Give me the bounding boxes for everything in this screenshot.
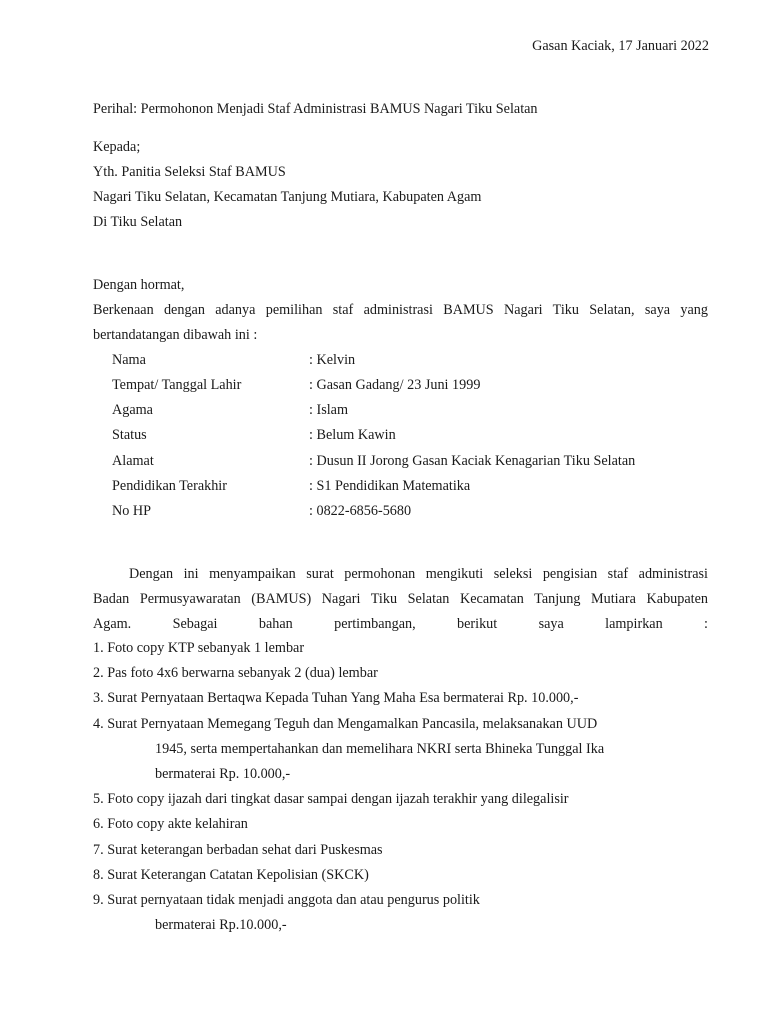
attachment-item-continuation: bermaterai Rp.10.000,- xyxy=(155,917,287,933)
address-line: Di Tiku Selatan xyxy=(93,214,183,230)
body-line: Dengan ini menyampaikan surat permohonan mengikuti seleksi pengisian staf administrasi xyxy=(129,566,708,582)
attachment-item: 2. Pas foto 4x6 berwarna sebanyak 2 (dua) lembar xyxy=(93,665,378,681)
field-label-ttl: Tempat/ Tanggal Lahir xyxy=(112,377,242,393)
field-value-nama: : Kelvin xyxy=(309,352,356,368)
attachment-item: 7. Surat keterangan berbadan sehat dari Puskesmas xyxy=(93,842,383,858)
field-value-pendidikan: : S1 Pendidikan Matematika xyxy=(309,478,471,494)
field-value-alamat: : Dusun II Jorong Gasan Kaciak Kenagarian Tiku Selatan xyxy=(309,453,636,469)
field-value-nohp: : 0822-6856-5680 xyxy=(309,503,412,519)
field-label-nama: Nama xyxy=(112,352,146,368)
field-label-nohp: No HP xyxy=(112,503,152,519)
body-line: Badan Permusyawaratan (BAMUS) Nagari Tiku Selatan Kecamatan Tanjung Mutiara Kabupaten xyxy=(93,591,708,607)
field-label-alamat: Alamat xyxy=(112,453,154,469)
attachment-item: 8. Surat Keterangan Catatan Kepolisian (SKCK) xyxy=(93,867,369,883)
field-value-status: : Belum Kawin xyxy=(309,427,396,443)
letter-subject: Perihal: Permohonon Menjadi Staf Administrasi BAMUS Nagari Tiku Selatan xyxy=(93,101,538,117)
attachment-item: 9. Surat pernyataan tidak menjadi anggota dan atau pengurus politik xyxy=(93,892,480,908)
attachment-item: 1. Foto copy KTP sebanyak 1 lembar xyxy=(93,640,305,656)
field-value-ttl: : Gasan Gadang/ 23 Juni 1999 xyxy=(309,377,481,393)
attachment-item: 3. Surat Pernyataan Bertaqwa Kepada Tuhan Yang Maha Esa bermaterai Rp. 10.000,- xyxy=(93,690,579,706)
greeting: Dengan hormat, xyxy=(93,277,185,293)
field-label-pendidikan: Pendidikan Terakhir xyxy=(112,478,227,494)
attachment-item: 4. Surat Pernyataan Memegang Teguh dan Mengamalkan Pancasila, melaksanakan UUD xyxy=(93,716,598,732)
letter-date: Gasan Kaciak, 17 Januari 2022 xyxy=(532,38,709,54)
address-line: Kepada; xyxy=(93,139,141,155)
field-label-status: Status xyxy=(112,427,147,443)
attachment-item: 6. Foto copy akte kelahiran xyxy=(93,816,248,832)
intro-line: bertandatangan dibawah ini : xyxy=(93,327,258,343)
field-value-agama: : Islam xyxy=(309,402,349,418)
attachment-item-continuation: 1945, serta mempertahankan dan memelihara NKRI serta Bhineka Tunggal Ika xyxy=(155,741,605,757)
field-label-agama: Agama xyxy=(112,402,153,418)
body-line: Agam. Sebagai bahan pertimbangan, berikut saya lampirkan : xyxy=(93,616,708,632)
attachment-item-continuation: bermaterai Rp. 10.000,- xyxy=(155,766,291,782)
attachment-item: 5. Foto copy ijazah dari tingkat dasar sampai dengan ijazah terakhir yang dilegalisir xyxy=(93,791,569,807)
address-line: Yth. Panitia Seleksi Staf BAMUS xyxy=(93,164,286,180)
address-line: Nagari Tiku Selatan, Kecamatan Tanjung Mutiara, Kabupaten Agam xyxy=(93,189,482,205)
intro-line: Berkenaan dengan adanya pemilihan staf administrasi BAMUS Nagari Tiku Selatan, saya yang xyxy=(93,302,708,318)
